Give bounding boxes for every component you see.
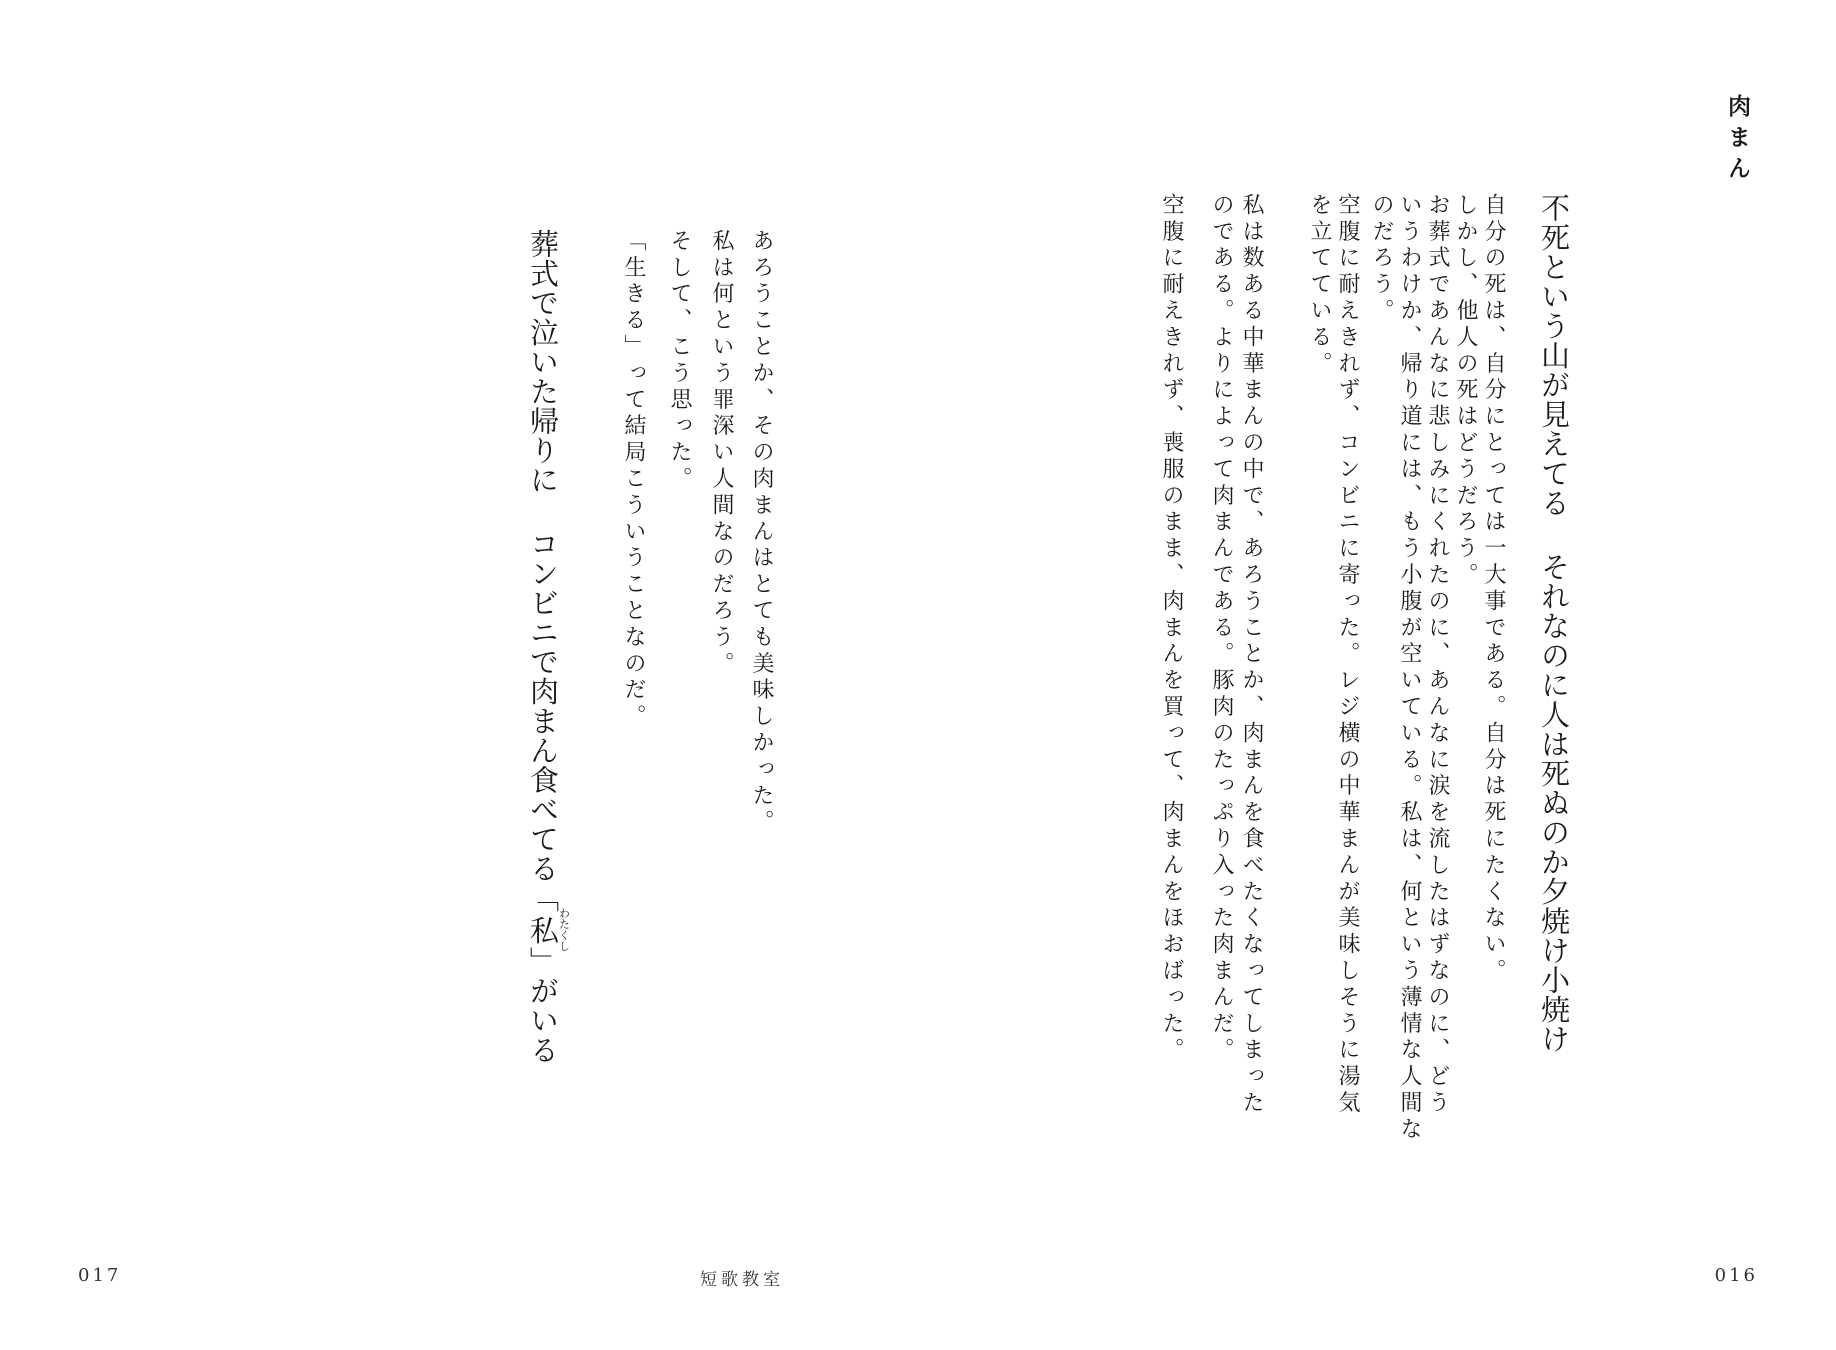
- tanka-2-after: 」がいる: [526, 946, 560, 1065]
- tanka-1: 不死という山が見えてる それなのに人は死ぬのか夕焼け小焼け: [1537, 193, 1571, 1054]
- running-head: 短歌教室: [700, 1270, 784, 1290]
- paragraph-line-11: あろうことか、その肉まんはとても美味しかった。: [749, 229, 774, 837]
- ruby-base: 私: [526, 907, 560, 952]
- paragraph-line-1: 自分の死は、自分にとっては一大事である。自分は死にたくない。: [1481, 193, 1506, 985]
- paragraph-line-2: しかし、他人の死はどうだろう。: [1453, 193, 1478, 589]
- paragraph-line-5: のだろう。: [1369, 193, 1394, 325]
- paragraph-line-14: 「生きる」って結局こういうことなのだ。: [621, 229, 646, 731]
- paragraph-line-10: 空腹に耐えきれず、喪服のまま、肉まんを買って、肉まんをほおばった。: [1159, 193, 1184, 1065]
- paragraph-line-12: 私は何という罪深い人間なのだろう。: [709, 229, 734, 678]
- paragraph-line-7: を立てている。: [1307, 193, 1332, 378]
- ruby-watakushi: [526, 907, 571, 952]
- page-number-right: 016: [1714, 1265, 1758, 1286]
- ruby-reading: わたくし: [557, 907, 571, 952]
- tanka-2-before: 葬式で泣いた帰りに コンビニで肉まん食べてる「: [526, 229, 560, 913]
- paragraph-line-9: のである。よりによって肉まんである。豚肉のたっぷり入った肉まんだ。: [1209, 193, 1234, 1065]
- paragraph-line-4: いうわけか、帰り道には、もう小腹が空いている。私は、何という薄情な人間な: [1397, 193, 1422, 1144]
- paragraph-line-13: そして、こう思った。: [667, 229, 692, 493]
- paragraph-line-3: お葬式であんなに悲しみにくれたのに、あんなに涙を流したはずなのに、どう: [1425, 193, 1450, 1117]
- section-title: 肉まん: [1724, 94, 1750, 187]
- paragraph-line-8: 私は数ある中華まんの中で、あろうことか、肉まんを食べたくなってしまった: [1239, 193, 1264, 1117]
- page-number-left: 017: [78, 1265, 122, 1286]
- tanka-2: [528, 229, 570, 1065]
- paragraph-line-6: 空腹に耐えきれず、コンビニに寄った。レジ横の中華まんが美味しそうに湯気: [1335, 193, 1360, 1117]
